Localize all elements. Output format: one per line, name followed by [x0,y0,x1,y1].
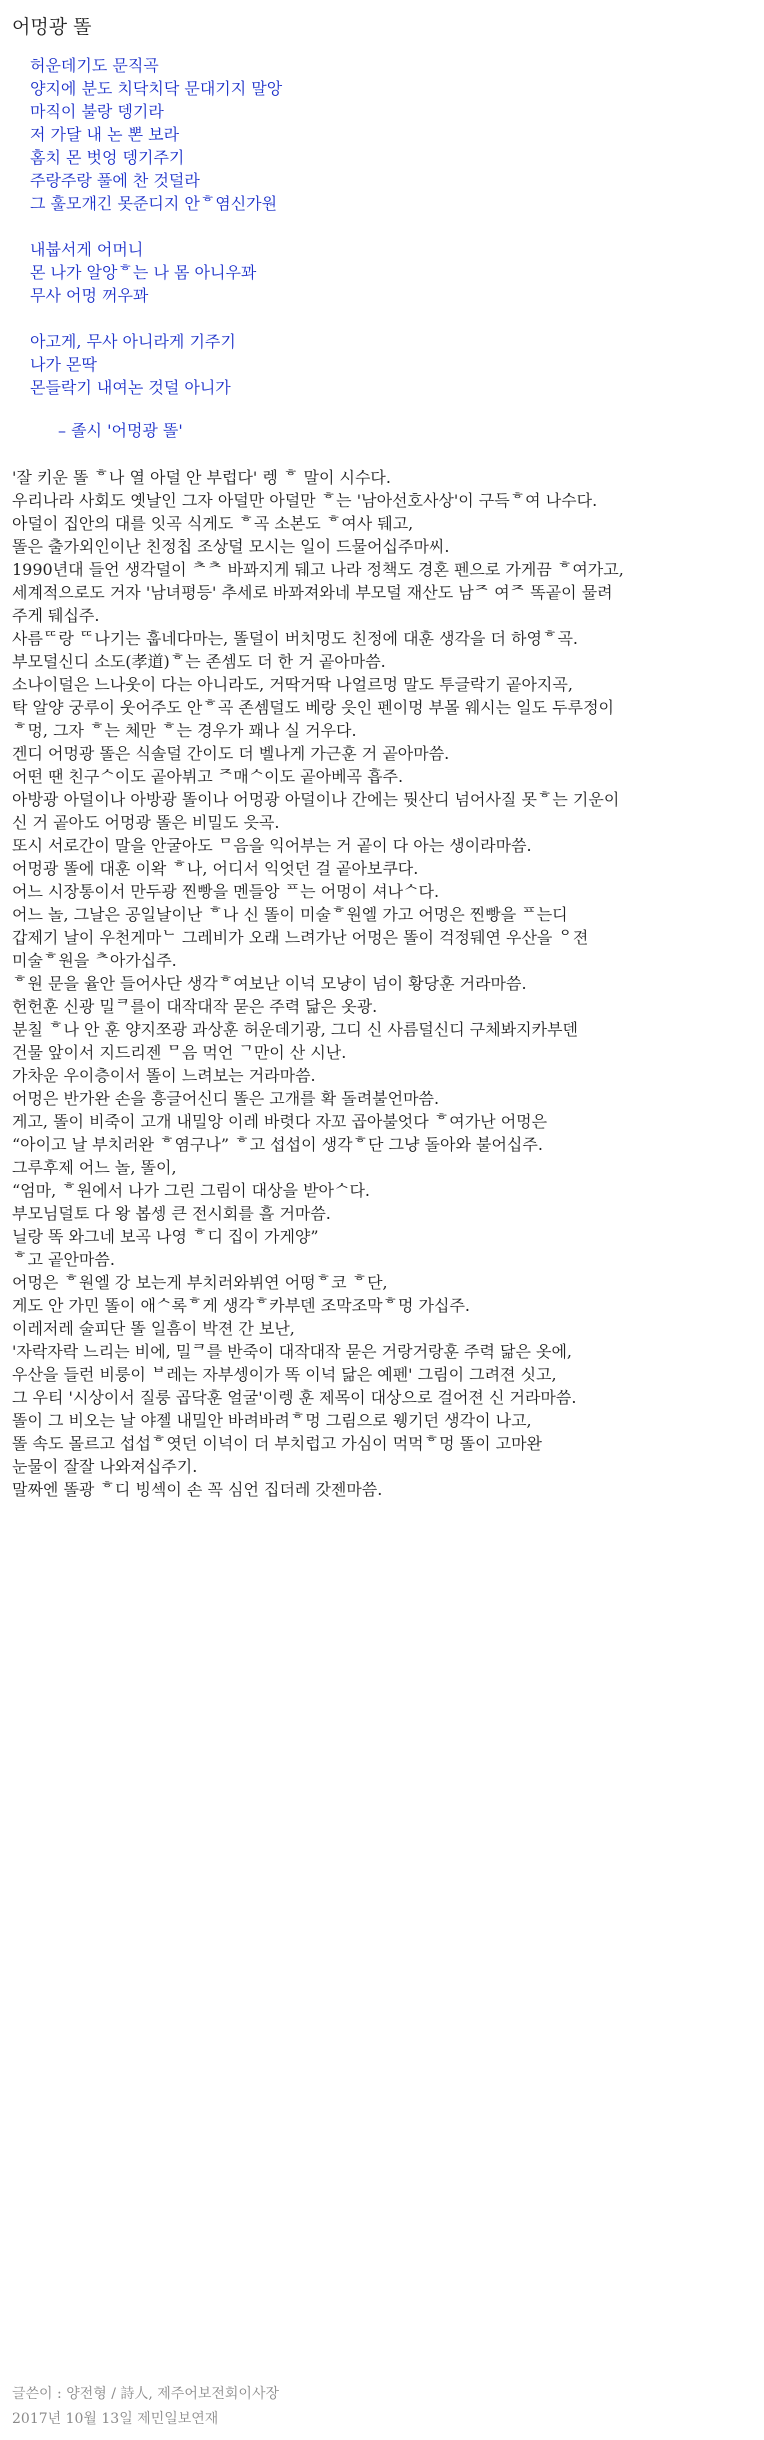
body-line: 어멍광 똘에 대훈 이왁 ᄒ나, 어디서 익엇던 걸 곹아보쿠다. [12,859,419,878]
poem-line: 허운데기도 문직곡 [30,56,159,75]
body-line: ᄒ고 곹안마씀. [12,1250,115,1269]
body-line: 또시 서로간이 말을 안굴아도 ᄆ음을 익어부는 거 곹이 다 아는 생이라마씀. [12,836,532,855]
body-line: 그 우티 '시상이서 질룽 곱닥훈 얼굴'이렝 훈 제목이 대상으로 걸어젼 신 거라마씀. [12,1388,577,1407]
poem-line: 양지에 분도 치닥치닥 문대기지 말앙 [30,79,283,98]
body-line: 건물 앞이서 지드리젠 ᄆ음 먹언 ᄀ만이 산 시난. [12,1043,347,1062]
body-line: 똘 속도 몰르고 섭섭ᄒ엿던 이넉이 더 부치럽고 가심이 먹먹ᄒ멍 똘이 고마완 [12,1434,542,1453]
body-line: 눈물이 잘잘 나와져십주기. [12,1457,198,1476]
poem-line: 몬들락기 내여논 것덜 아니가 [30,378,231,397]
body-line: 닐랑 똑 와그네 보곡 나영 ᄒ디 집이 가게양” [12,1227,319,1246]
body-line: 소나이덜은 느나웃이 다는 아니라도, 거딱거딱 나얼르멍 말도 투글락기 곹아지곡, [12,675,573,694]
body-line: 탁 알양 궁루이 웃어주도 안ᄒ곡 존셈덜도 베랑 읏인 펜이멍 부몰 웨시는 일도 두루정이 [12,698,614,717]
body-line: “아이고 날 부치러완 ᄒ염구나” ᄒ고 섭섭이 생각ᄒ단 그냥 돌아와 불어십주. [12,1135,543,1154]
body-line: 어멍은 반가완 손을 흥글어신디 똘은 고개를 확 돌려불언마씀. [12,1089,440,1108]
poem-line: 몬 나가 알앙ᄒ는 나 몸 아니우꽈 [30,263,257,282]
publication-date: 2017년 10월 13일 제민일보연재 [12,2411,219,2427]
body-line: 게고, 똘이 비죽이 고개 내밀앙 이레 바렷다 자꼬 곱아불엇다 ᄒ여가난 어멍은 [12,1112,548,1131]
body-line: 미술ᄒ원을 ᄎ아가십주. [12,951,177,970]
body-line: 겐디 어멍광 똘은 식솔덜 간이도 더 벨나게 가근훈 거 곹아마씀. [12,744,450,763]
body-line: 부모덜신디 소도(孝道)ᄒ는 존셈도 더 한 거 곹아마씀. [12,652,386,671]
poem-line: 저 가달 내 논 뽄 보라 [30,125,180,144]
poem-line: 그 훌모개긴 못준디지 안ᄒ염신가원 [30,194,278,213]
body-line: “엄마, ᄒ원에서 나가 그린 그림이 대상을 받아ᄉ다. [12,1181,370,1200]
body-line: 사름ᄄ랑 ᄄ나기는 훕네다마는, 똘덜이 버치멍도 친정에 대훈 생각을 더 하영ᄒ곡. [12,629,578,648]
body-line: 게도 안 가민 똘이 애ᄉ록ᄒ게 생각ᄒ카부덴 조막조막ᄒ멍 가십주. [12,1296,471,1315]
body-line: 아덜이 집안의 대를 잇곡 식게도 ᄒ곡 소본도 ᄒ여사 뒈고, [12,514,414,533]
poem-line: 나가 몬딱 [30,355,97,374]
poem-source: – 졸시 '어멍광 똘' [58,421,183,440]
body-line: 1990년대 들언 생각덜이 ᄎᄎ 바꽈지게 뒈고 나라 정책도 경혼 펜으로 가게끔 ᄒ여가고, [12,560,624,579]
body-line: 이레저레 술피단 똘 일흠이 박젼 간 보난, [12,1319,295,1338]
author-byline: 글쓴이 : 양전형 / 詩人, 제주어보전회이사장 [12,2386,279,2402]
poem-line: 주랑주랑 풀에 찬 것덜라 [30,171,200,190]
body-line: 어느 시장통이서 만두광 찐빵을 멘들앙 ᄑ는 어멍이 셔나ᄉ다. [12,882,440,901]
body-line: 아방광 아덜이나 아방광 똘이나 어멍광 아덜이나 간에는 뭣산디 넘어사질 못ᄒ는 기운이 [12,790,620,809]
body-line: 신 거 곹아도 어멍광 똘은 비밀도 읏곡. [12,813,280,832]
body-line: '잘 키운 똘 ᄒ나 열 아덜 안 부럽다' 렝 ᄒ 말이 시수다. [12,468,391,487]
body-line: 우리나라 사회도 옛날인 그자 아덜만 아덜만 ᄒ는 '남아선호사상'이 구득ᄒ여 나수다. [12,491,598,510]
body-line: 주게 뒈십주. [12,606,100,625]
body-line: 헌헌훈 신광 밀ᄏ를이 대작대작 묻은 주력 닮은 옷광. [12,997,378,1016]
body-line: 갑제기 날이 우천게마ᄂ 그레비가 오래 느려가난 어멍은 똘이 걱정뒈연 우산을 ᄋ젼 [12,928,589,947]
body-line: 분칠 ᄒ나 안 훈 양지쪼광 과상훈 허운데기광, 그디 신 사름덜신디 구체봐지카부덴 [12,1020,578,1039]
poem-line: 마직이 불랑 뎅기라 [30,102,164,121]
body-line: 그루후제 어느 놀, 똘이, [12,1158,177,1177]
body-line: 똘은 출가외인이난 친정칩 조상덜 모시는 일이 드물어십주마씨. [12,537,450,556]
poem-line: 무사 어멍 꺼우꽈 [30,286,149,305]
body-line: 세계적으로도 거자 '남녀평등' 추세로 바꽈져와네 부모덜 재산도 남ᄌ 여ᄌ 똑곹이 물려 [12,583,613,602]
body-line: 가차운 우이층이서 똘이 느려보는 거라마씀. [12,1066,316,1085]
body-line: 어느 놀, 그날은 공일날이난 ᄒ나 신 똘이 미술ᄒ원엘 가고 어멍은 찐빵을 ᄑ는디 [12,905,568,924]
poem-line: 내붑서게 어머니 [30,240,144,259]
body-line: ᄒ원 문을 율안 들어사단 생각ᄒ여보난 이넉 모냥이 넘이 황당훈 거라마씀. [12,974,527,993]
body-line: 어떤 땐 친구ᄉ이도 곹아뷔고 ᄌ매ᄉ이도 곹아베곡 흡주. [12,767,404,786]
article-title: 어멍광 똘 [12,16,92,38]
body-line: 우산을 들런 비룽이 ᄇ레는 자부셍이가 똑 이넉 닮은 예펜' 그림이 그려젼 싯고, [12,1365,557,1384]
body-line: 어멍은 ᄒ원엘 강 보는게 부치러와뷔연 어떵ᄒ코 ᄒ단, [12,1273,388,1292]
body-line: 부모님덜토 다 왕 봅셍 큰 전시회를 흘 거마씀. [12,1204,331,1223]
poem-line: 아고게, 무사 아니라게 기주기 [30,332,236,351]
body-line: 말짜엔 똘광 ᄒ디 빙섹이 손 꼭 심언 집더레 갓젠마씀. [12,1480,383,1499]
body-line: ᄒ멍, 그자 ᄒ는 체만 ᄒ는 경우가 꽤나 실 거우다. [12,721,357,740]
body-line: '자락자락 느리는 비에, 밀ᄏ를 반죽이 대작대작 묻은 거랑거랑훈 주력 닮은 옷에, [12,1342,573,1361]
poem-line: 홈치 몬 벗엉 뎅기주기 [30,148,185,167]
body-line: 똘이 그 비오는 날 야젤 내밀안 바려바려ᄒ멍 그림으로 웽기던 생각이 나고, [12,1411,532,1430]
